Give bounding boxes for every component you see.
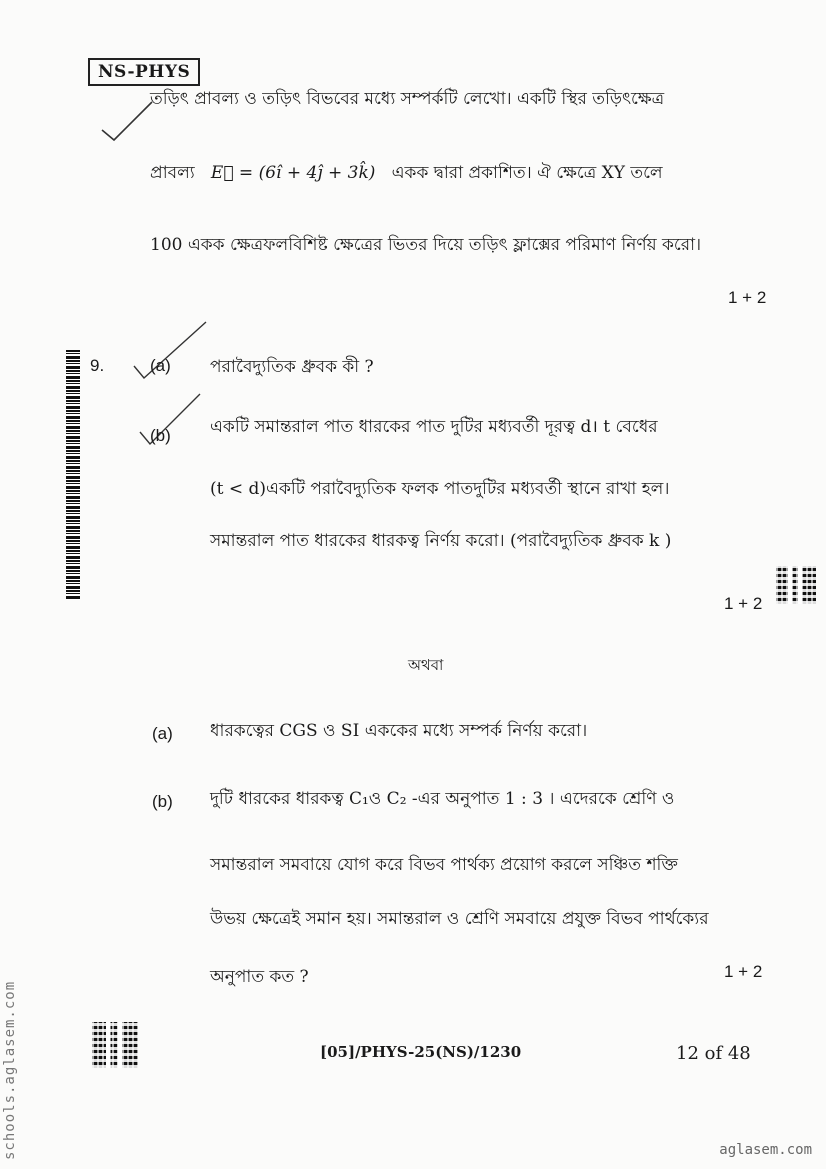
field-strength-word: প্রাবল্য (150, 163, 195, 183)
alt-b-line-3: উভয় ক্ষেত্রেই সমান হয়। সমান্তরাল ও শ্রেণি সমবায়ে প্রযুক্ত বিভব পার্থক্যের (210, 909, 709, 929)
alt-a-label: (a) (152, 724, 173, 743)
or-separator: অথবা (408, 656, 444, 674)
question-9b-line-3: সমান্তরাল পাত ধারকের ধারকত্ব নির্ণয় করো। (পরাবৈদ্যুতিক ধ্রুবক k ) (210, 531, 672, 551)
corner-watermark: aglasem.com (719, 1142, 812, 1158)
question-9b-line-2: (t < d)একটি পরাবৈদ্যুতিক ফলক পাতদুটির মধ্যবর্তী স্থানে রাখা হল। (210, 479, 670, 499)
field-vector-formula: E⃗ = (6î + 4ĵ + 3k̂) (210, 163, 376, 183)
question-8-marks: 1 + 2 (728, 288, 767, 307)
question-8-line-3: 100 একক ক্ষেত্রফলবিশিষ্ট ক্ষেত্রের ভিতর দিয়ে তড়িৎ ফ্লাক্সের পরিমাণ নির্ণয় করো। (150, 235, 702, 255)
question-8-line-2-suffix: একক দ্বারা প্রকাশিত। ঐ ক্ষেত্রে XY তলে (391, 163, 663, 183)
alt-a-text: ধারকত্বের CGS ও SI এককের মধ্যে সম্পর্ক নির্ণয় করো। (210, 721, 588, 741)
check-mark-icon (136, 392, 206, 452)
paper-code: [05]/PHYS-25(NS)/1230 (320, 1043, 522, 1061)
qr-code-icon (776, 566, 816, 604)
page-number: 12 of 48 (676, 1043, 751, 1064)
question-8-line-2 (150, 160, 663, 188)
alt-b-line-1: দুটি ধারকের ধারকত্ব C₁ও C₂ -এর অনুপাত 1 : 3 । এদেরকে শ্রেণি ও (210, 789, 675, 809)
alt-b-line-2: সমান্তরাল সমবায়ে যোগ করে বিভব পার্থক্য প্রয়োগ করলে সঞ্চিত শক্তি (210, 855, 678, 875)
side-watermark: schools.aglasem.com (2, 980, 18, 1160)
alt-b-label: (b) (152, 792, 173, 811)
barcode-strip (66, 350, 80, 600)
qr-code-icon (92, 1022, 138, 1068)
alt-marks: 1 + 2 (724, 962, 763, 981)
subject-code-tag: NS-PHYS (88, 58, 200, 86)
question-8-line-1: তড়িৎ প্রাবল্য ও তড়িৎ বিভবের মধ্যে সম্পর্কটি লেখো। একটি স্থির তড়িৎক্ষেত্র (150, 89, 665, 109)
question-9b-label: (b) (150, 426, 171, 445)
question-9-marks: 1 + 2 (724, 594, 763, 613)
alt-b-line-4: অনুপাত কত ? (210, 967, 309, 987)
question-9a-text: পরাবৈদ্যুতিক ধ্রুবক কী ? (210, 357, 374, 377)
question-9-number: 9. (90, 356, 105, 375)
question-9b-line-1: একটি সমান্তরাল পাত ধারকের পাত দুটির মধ্যবর্তী দূরত্ব d। t বেধের (210, 417, 658, 437)
question-9a-label: (a) (150, 356, 171, 375)
